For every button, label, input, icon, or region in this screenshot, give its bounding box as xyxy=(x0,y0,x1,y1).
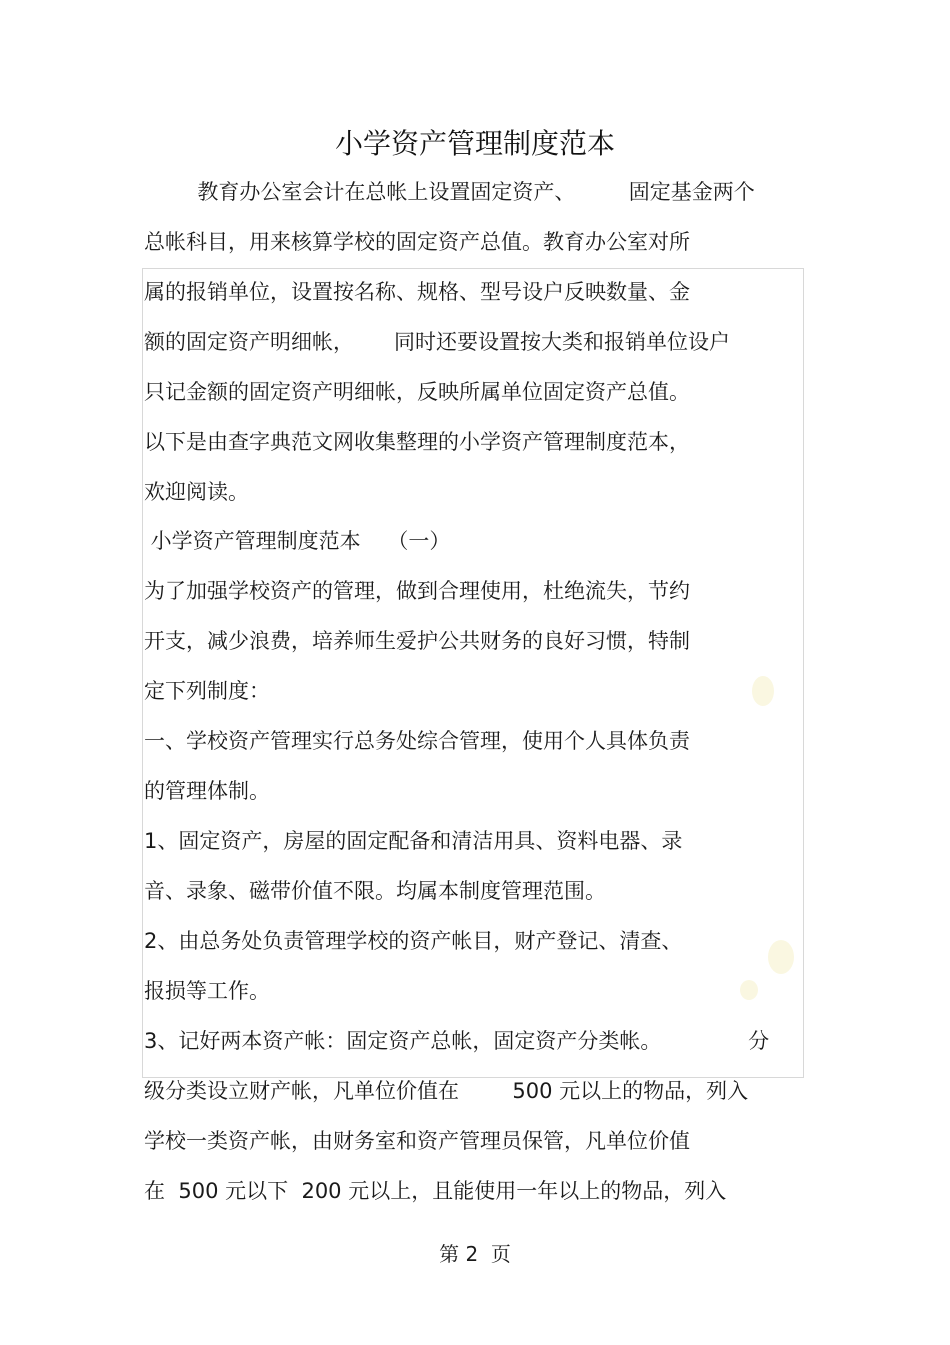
body-line: 在 500 元以下 200 元以上，且能使用一年以上的物品，列入 xyxy=(144,1179,727,1203)
body-line: 开支，减少浪费，培养师生爱护公共财务的良好习惯，特制 xyxy=(144,629,690,653)
body-line: 只记金额的固定资产明细帐，反映所属单位固定资产总值。 xyxy=(144,380,690,404)
body-line: 以下是由查字典范文网收集整理的小学资产管理制度范本， xyxy=(144,430,690,454)
body-line: 为了加强学校资产的管理，做到合理使用，杜绝流失，节约 xyxy=(144,579,690,603)
body-line: 教育办公室会计在总帐上设置固定资产、 固定基金两个 xyxy=(144,180,755,204)
document-title: 小学资产管理制度范本 xyxy=(334,127,615,160)
body-line: 的管理体制。 xyxy=(144,779,270,803)
page-number: 第 2 页 xyxy=(439,1242,511,1266)
body-line: 音、录象、磁带价值不限。均属本制度管理范围。 xyxy=(144,879,606,903)
section-heading: 小学资产管理制度范本 （一） xyxy=(144,529,451,553)
body-line: 属的报销单位，设置按名称、规格、型号设户反映数量、金 xyxy=(144,280,690,304)
body-line: 定下列制度： xyxy=(144,679,270,703)
body-line: 报损等工作。 xyxy=(144,979,270,1003)
body-line: 1、固定资产，房屋的固定配备和清洁用具、资料电器、录 xyxy=(144,829,683,853)
body-line: 2、由总务处负责管理学校的资产帐目，财产登记、清查、 xyxy=(144,929,683,953)
body-line: 学校一类资产帐，由财务室和资产管理员保管，凡单位价值 xyxy=(144,1129,690,1153)
background-speck xyxy=(740,980,758,1000)
body-line: 总帐科目，用来核算学校的固定资产总值。教育办公室对所 xyxy=(144,230,690,254)
body-line: 欢迎阅读。 xyxy=(144,480,249,504)
body-line: 3、记好两本资产帐：固定资产总帐，固定资产分类帐。 分 xyxy=(144,1029,770,1053)
body-line: 额的固定资产明细帐， 同时还要设置按大类和报销单位设户 xyxy=(144,330,731,354)
background-speck xyxy=(768,940,794,974)
background-speck xyxy=(752,676,774,706)
body-line: 一、学校资产管理实行总务处综合管理，使用个人具体负责 xyxy=(144,729,690,753)
body-line: 级分类设立财产帐，凡单位价值在 500 元以上的物品，列入 xyxy=(144,1079,749,1103)
